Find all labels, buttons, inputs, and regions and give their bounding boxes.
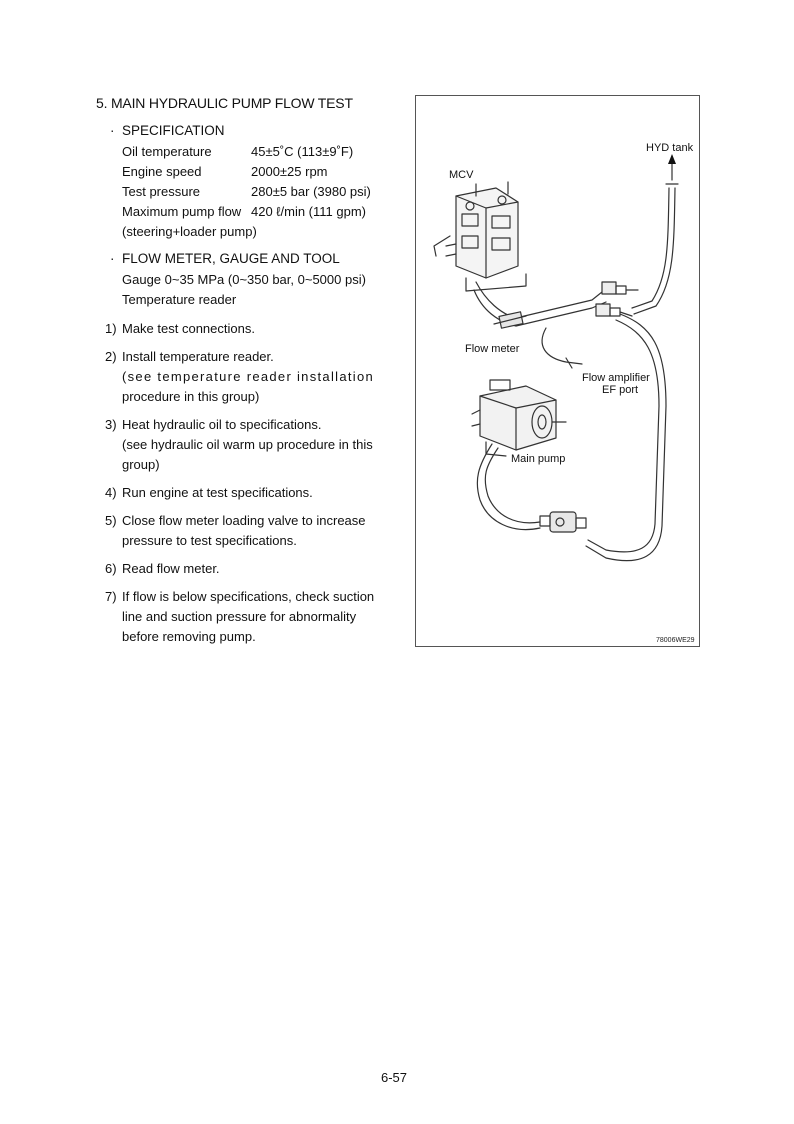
pump-loop-hose-inner xyxy=(588,320,659,552)
step-number: 1) xyxy=(105,321,117,336)
label-main-pump: Main pump xyxy=(511,453,566,465)
step-line: line and suction pressure for abnormality xyxy=(122,609,357,624)
label-flow-amplifier: Flow amplifier xyxy=(582,372,650,384)
step-6 xyxy=(105,559,378,579)
step-line: If flow is below specifications, check suction xyxy=(122,589,375,604)
main-pump-body xyxy=(472,380,566,456)
step-number: 3) xyxy=(105,417,117,432)
step-line: Run engine at test specifications. xyxy=(122,485,313,500)
hydraulic-test-figure xyxy=(415,95,700,647)
step-number: 7) xyxy=(105,589,117,604)
spec-label: Engine speed xyxy=(122,164,202,179)
step-5 xyxy=(105,511,378,551)
tools-temperature-reader: Temperature reader xyxy=(122,292,237,307)
spec-row-test-pressure xyxy=(122,184,371,199)
spec-row-oil-temperature xyxy=(122,144,353,159)
step-line: Heat hydraulic oil to specifications. xyxy=(122,417,322,432)
step-line: pressure to test specifications. xyxy=(122,533,297,548)
spec-label: Oil temperature xyxy=(122,144,212,159)
step-line: (see temperature reader installation xyxy=(122,369,375,384)
mcv-hose-lower xyxy=(474,290,606,326)
step-number: 6) xyxy=(105,561,117,576)
step-line: Close flow meter loading valve to increase xyxy=(122,513,366,528)
step-number: 4) xyxy=(105,485,117,500)
pump-loop-hose-outer xyxy=(586,314,666,561)
spec-value: 420 ℓ/min (111 gpm) xyxy=(251,204,366,219)
specification-heading xyxy=(110,123,225,138)
step-line: procedure in this group) xyxy=(122,389,260,404)
step-line: before removing pump. xyxy=(122,629,256,644)
flow-meter-device xyxy=(494,312,526,328)
step-1 xyxy=(105,319,378,339)
tools-gauge: Gauge 0~35 MPa (0~350 bar, 0~5000 psi) xyxy=(122,272,366,287)
hyd-tank-arrow-head xyxy=(668,154,676,164)
spec-value: 2000±25 rpm xyxy=(251,164,328,179)
step-3 xyxy=(105,415,378,475)
mcv-valve-block xyxy=(434,182,526,291)
spec-value: 280±5 bar (3980 psi) xyxy=(251,184,371,199)
right-fittings xyxy=(596,282,638,316)
specification-heading-text: SPECIFICATION xyxy=(122,123,225,138)
figure-code: 78006WE29 xyxy=(656,637,695,644)
step-number: 5) xyxy=(105,513,117,528)
spec-value: 45±5˚C (113±9˚F) xyxy=(251,144,354,159)
bullet-mark: · xyxy=(110,251,115,266)
spec-label: Maximum pump flow xyxy=(122,204,242,219)
tools-heading-text: FLOW METER, GAUGE AND TOOL xyxy=(122,251,340,266)
step-line: Make test connections. xyxy=(122,321,255,336)
lower-inline-fitting xyxy=(540,512,586,532)
bullet-mark: · xyxy=(110,123,115,138)
step-number: 2) xyxy=(105,349,117,364)
label-hyd-tank: HYD tank xyxy=(646,142,694,154)
step-line: Read flow meter. xyxy=(122,561,220,576)
spec-row-engine-speed xyxy=(122,164,328,179)
step-4 xyxy=(105,483,378,503)
step-7 xyxy=(105,587,378,647)
section-title: 5. MAIN HYDRAULIC PUMP FLOW TEST xyxy=(96,95,353,111)
label-flow-meter: Flow meter xyxy=(465,343,520,355)
flow-amplifier-line xyxy=(542,328,582,364)
spec-note: (steering+loader pump) xyxy=(122,224,257,239)
mcv-hose-upper xyxy=(476,282,602,318)
label-mcv: MCV xyxy=(449,169,474,181)
step-2 xyxy=(105,347,378,407)
step-line: Install temperature reader. xyxy=(122,349,274,364)
page-number: 6-57 xyxy=(381,1070,408,1085)
label-ef-port: EF port xyxy=(602,384,639,396)
step-line: group) xyxy=(122,457,160,472)
spec-label: Test pressure xyxy=(122,184,201,199)
step-line: (see hydraulic oil warm up procedure in this xyxy=(122,437,373,452)
spec-row-maximum-pump-flow xyxy=(122,204,366,219)
tools-heading xyxy=(110,251,340,266)
